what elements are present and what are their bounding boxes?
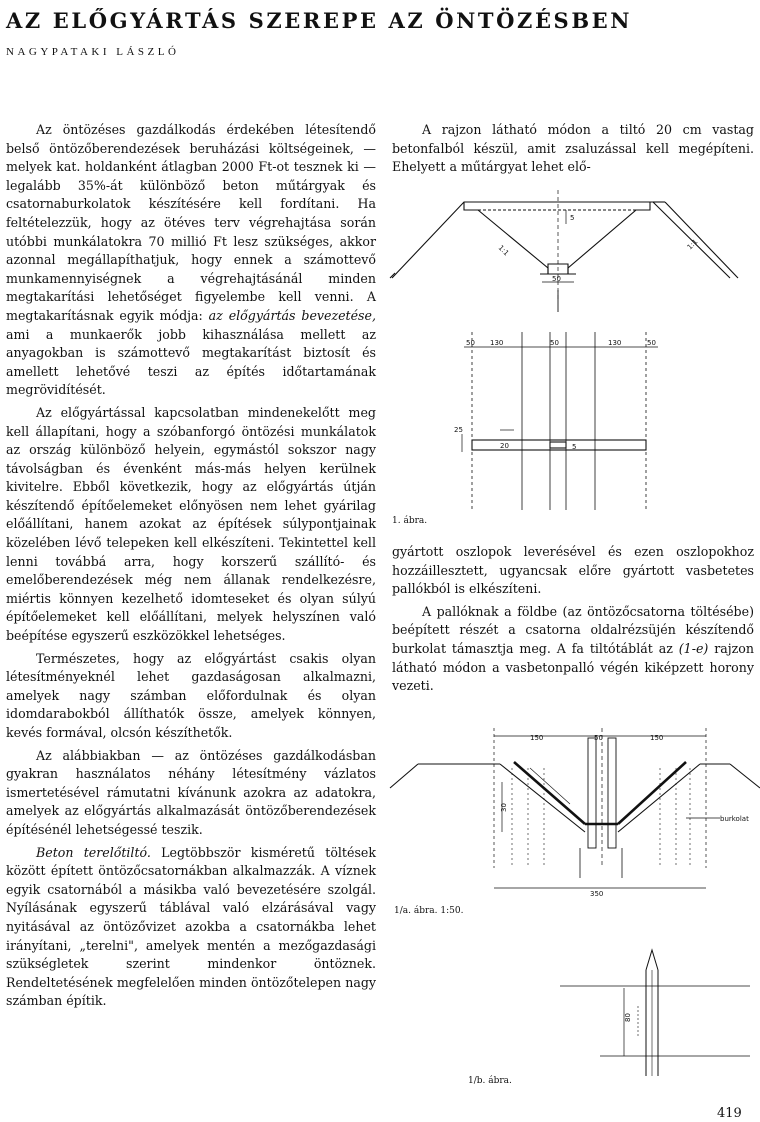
paragraph-intro-emphasis: az előgyártás bevezetése, [208, 307, 376, 323]
paragraph-planks-ref: (1-e) [678, 640, 709, 656]
paragraph-planks-text-end: rajzon látható módon a vasbetonpalló végén kiképzett horony vezeti. [392, 640, 754, 694]
paragraph-intro-text-end: ami a munkaerők jobb kihasználása mellett az anyagokban is számottevő megtakarítást biztosít és amellett lehetővé teszi az építés időtartamának megrövidítését. [6, 326, 376, 398]
label-inner: 20 [500, 442, 509, 450]
label-lining: burkolat [720, 815, 749, 823]
label-width: 50 [552, 275, 561, 283]
section-heading-concrete-gate: Beton terelőtiltó. [36, 844, 151, 860]
figure-1-caption: 1. ábra. [392, 516, 428, 526]
page-number: 419 [717, 1106, 742, 1121]
article-title: AZ ELŐGYÁRTÁS SZEREPE AZ ÖNTÖZÉSBEN [6, 8, 633, 33]
figure-1a-drawing [390, 728, 760, 908]
label-dim-0: 50 [466, 339, 475, 347]
section-outline [392, 202, 730, 278]
figure-1-drawing [390, 190, 760, 530]
label-dim-4: 50 [647, 339, 656, 347]
figure-1a-caption: 1/a. ábra. 1:50. [394, 906, 464, 916]
right-column-middle [392, 543, 754, 696]
dim-1a-center: 50 [594, 734, 603, 742]
figure-1b-drawing [560, 948, 760, 1088]
paragraph-planks [392, 603, 754, 696]
paragraph-intro [6, 121, 376, 400]
paragraph-planks-text: A pallóknak a földbe (az öntözőcsatorna töltésébe) beépített részét a csatorna oldalrézsüjén készítendő burkolat támasztja meg. A fa tiltótáblát az [392, 603, 754, 656]
right-column-top [392, 121, 754, 177]
label-slope-left: 1:1 [496, 243, 511, 258]
figure-1b [560, 948, 760, 1088]
dim-1a-left: 150 [530, 734, 544, 742]
paragraph-drawing: A rajzon látható módon a tiltó 20 cm vastag betonfalból készül, amit zsaluzással kell megépíteni. Ehelyett a műtárgyat lehet elő- [392, 122, 754, 175]
paragraph-prefabrication: Az előgyártással kapcsolatban mindenekelőtt meg kell állapítani, hogy a szóbanforgó öntözési munkálatok az ország különböző helyein, egymástól sokszor nagy távolságban és évenként más-más helyen kerülnek kivitelre. Ebből következik, hogy az előgyártás útján készítendő építőelemeket előnyösen nem lehet gyárilag előállítani, hanem azokat az építések súlypontjainak közelében lévő telepeken kell elkészíteni. Tekintettel kell lenni továbbá arra, hogy korszerű szállító- és emelőberendezések még nem állanak rendelkezésre, miértis könnyen kezelhető idomteseket és olyan súlyú építőelemeket kell előállítani, melyek helyszínen való beépítése egyszerű eszközökkel lehetséges. [6, 404, 376, 644]
paragraph-below: Az alábbiakban — az öntözéses gazdálkodásban gyakran használatos néhány létesítmény vázlatos ismertetésével rámutatni kívánunk azokra az adatokra, amelyek az előgyártás alkalmazását öntözőberendezések építésénél lehetségessé teszik. [6, 747, 376, 837]
figure-1 [390, 190, 760, 530]
paragraph-concrete-gate [6, 844, 376, 1011]
paragraph-natural: Természetes, hogy az előgyártást csakis olyan létesítményeknél lehet gazdaságosan alkalmazni, amelyek nagy számban előfordulnak és olyan idomdarabokból állíthatók össze, amelyek könnyen, kevés formával, olcsón készíthetők. [6, 650, 376, 740]
label-right-small: 5 [572, 443, 577, 451]
label-dim-1: 130 [490, 339, 504, 347]
label-left-dim: 25 [454, 426, 463, 434]
label-dim-2: 50 [550, 339, 559, 347]
label-thickness: 5 [570, 214, 575, 222]
dim-1a-height: 30 [500, 803, 508, 812]
dim-1a-total: 350 [590, 890, 604, 898]
paragraph-prefab-columns: gyártott oszlopok leverésével és ezen oszlopokhoz hozzáillesztett, ugyancsak előre gyártott vasbetetes pallókból is elkészíteni. [392, 544, 754, 597]
article-author: NAGYPATAKI LÁSZLÓ [6, 46, 180, 58]
left-column [6, 121, 376, 1011]
paragraph-concrete-gate-text: Legtöbbször kisméretű töltések között épített öntözőcsatornákban alkalmazzák. A víznek egyik csatornából a másikba való bevezetésére szolgál. Nyílásának egyszerű táblával való elzárásával vagy nyitásával az öntözővizet azokba a csatornákba lehet irányítani, „terelni", amelyek mentén a mezőgazdasági szükségletek szerint mindenkor öntöznek. Rendeltetésének megfelelően minden öntözőtelepen nagy számban építik. [6, 844, 376, 1009]
figure-1a [390, 728, 760, 908]
figure-1b-caption: 1/b. ábra. [468, 1076, 512, 1086]
dim-1b-height: 80 [624, 1013, 632, 1022]
paragraph-intro-text: Az öntözéses gazdálkodás érdekében létesítendő belső öntözőberendezések beruházási költségeinek, — melyek kat. holdanként átlagban 2000 Ft-ot tesznek ki — legalább 35%-át különböző beton műtárgyak és csatornaburkolatok készítésére kell fordítani. Ha feltételezzük, hogy az ötéves terv végrehajtása során utóbbi munkálatokra 70 millió Ft lesz szükséges, akkor azonnal megállapíthatjuk, hogy ennek a számottevő munkamennyiségnek a végrehajtásánál minden megtakarítási lehetőséget figyelembe kell venni. A megtakarításnak egyik módja: [6, 122, 376, 323]
label-dim-3: 130 [608, 339, 622, 347]
label-slope-right: 1:1 [685, 237, 700, 252]
dim-1a-right: 150 [650, 734, 664, 742]
